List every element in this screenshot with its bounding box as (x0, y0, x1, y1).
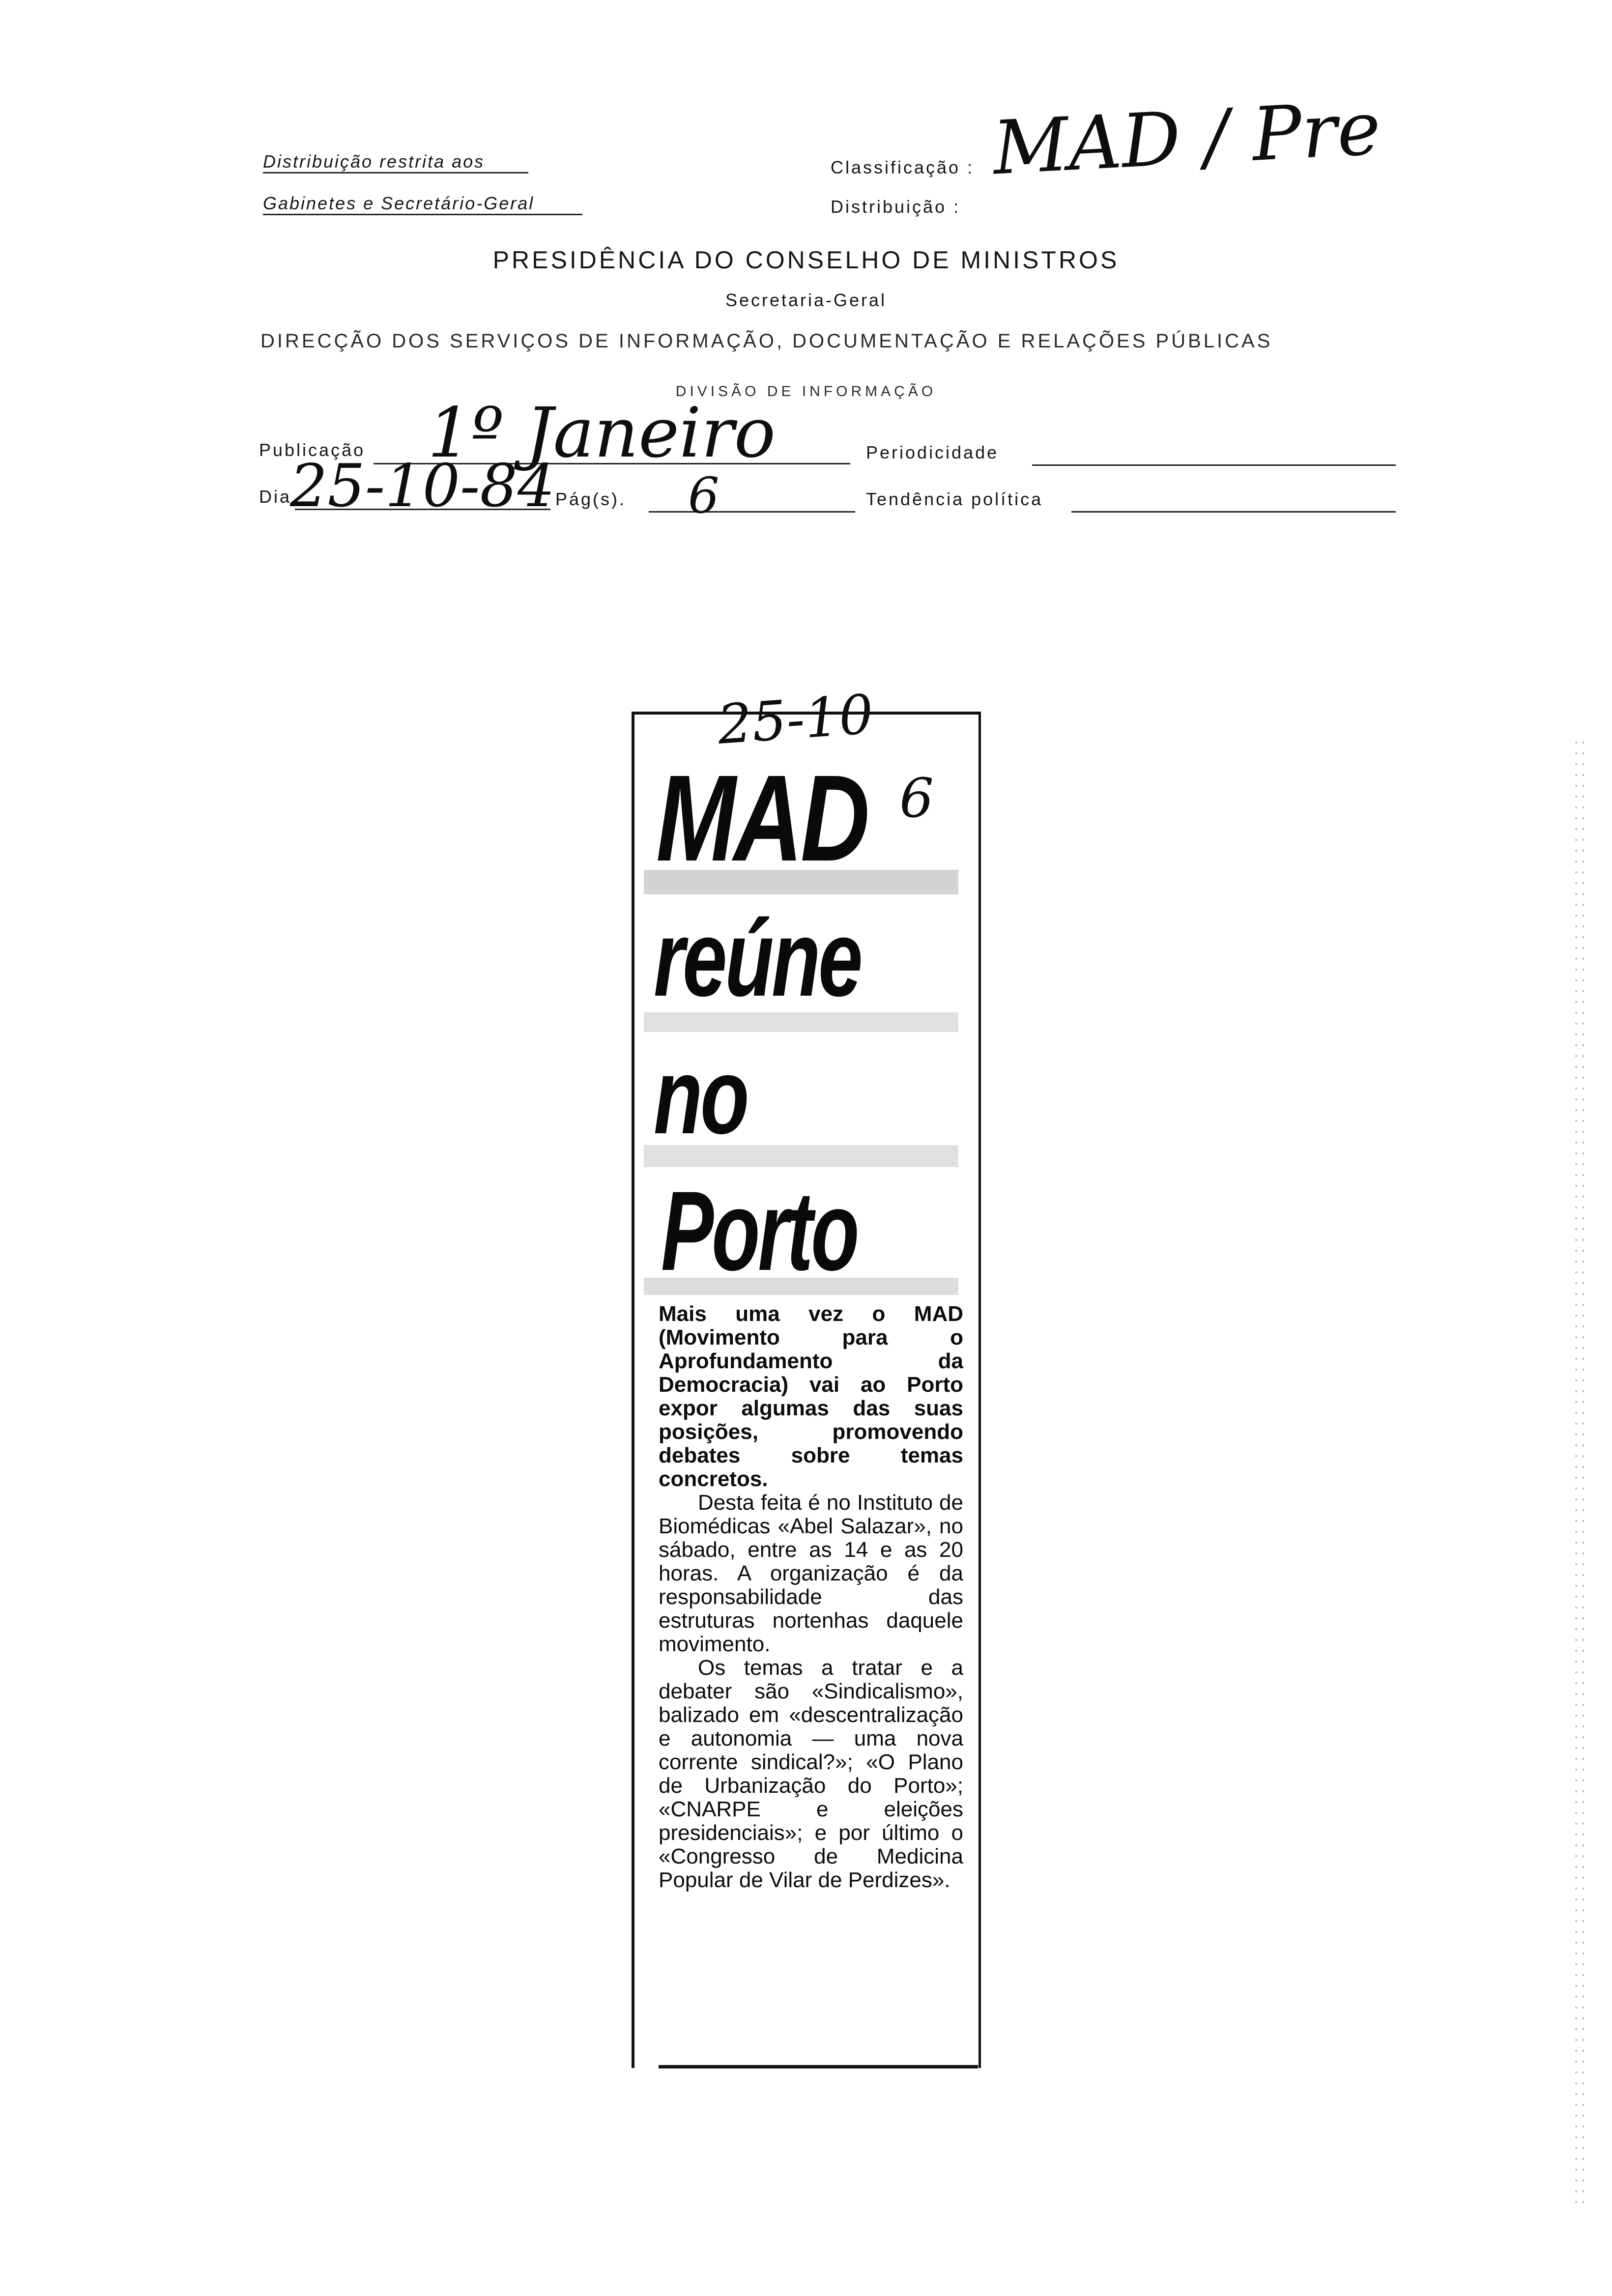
publicacao-label: Publicação (259, 440, 366, 460)
clipping-handwritten-date: 25-10 (715, 683, 876, 756)
article-paragraph-3: Os temas a tratar e a debater são «Sindicalismo», balizado em «descentralização e autonomia — uma nova corrente sindical?»; «O Plano de Urbanização do Porto»; «CNARPE e eleições presidenciais»; e por último o «Congresso de Medicina Popular de Vilar de Perdizes». (659, 1656, 963, 1892)
restricted-distribution-line2: Gabinetes e Secretário-Geral (263, 193, 582, 215)
article-body (659, 1302, 963, 1892)
dia-label: Dia (259, 487, 292, 507)
headline-word-2: reúne (654, 898, 861, 1019)
clipping-bottom-rule (659, 2065, 978, 2068)
clipping-handwritten-page: 6 (899, 767, 934, 830)
pags-handwritten-value: 6 (688, 467, 720, 524)
classificacao-handwritten-value: MAD / Pre (990, 86, 1383, 192)
scan-edge-artifact (1573, 737, 1587, 2211)
tendencia-line (1071, 511, 1396, 513)
pags-label: Pág(s). (555, 489, 627, 509)
headline-word-3: no (654, 1035, 748, 1156)
scan-noise-strip (644, 1145, 958, 1167)
scan-noise-strip (644, 870, 958, 894)
classificacao-label: Classificação : (831, 157, 975, 177)
tendencia-label: Tendência política (866, 489, 1043, 509)
restricted-distribution-line1: Distribuição restrita aos (263, 151, 528, 173)
publicacao-handwritten-value: 1º Janeiro (428, 393, 776, 473)
page-title: PRESIDÊNCIA DO CONSELHO DE MINISTROS (492, 246, 1120, 274)
scan-noise-strip (644, 1278, 958, 1295)
article-paragraph-1: Mais uma vez o MAD (Movimento para o Aprofundamento da Democracia) vai ao Porto expor algumas das suas posições, promovendo debates sobre temas concretos. (659, 1302, 963, 1491)
pags-line (649, 511, 855, 513)
headline-word-1: MAD (656, 749, 868, 887)
periodicidade-label: Periodicidade (866, 442, 999, 462)
periodicidade-line (1032, 464, 1396, 466)
page-subtitle: Secretaria-Geral (725, 290, 887, 310)
dia-handwritten-value: 25-10-84 (290, 452, 555, 520)
division-line: DIVISÃO DE INFORMAÇÃO (675, 383, 937, 400)
headline-word-4: Porto (661, 1168, 858, 1294)
article-paragraph-2: Desta feita é no Instituto de Biomédicas «Abel Salazar», no sábado, entre as 14 e as 20 horas. A organização é da responsabilidade das estruturas nortenhas daquele movimento. (659, 1491, 963, 1656)
directorate-line: DIRECÇÃO DOS SERVIÇOS DE INFORMAÇÃO, DOCUMENTAÇÃO E RELAÇÕES PÚBLICAS (260, 330, 1273, 352)
scan-noise-strip (644, 1012, 958, 1032)
distribuicao-label: Distribuição : (831, 197, 961, 217)
